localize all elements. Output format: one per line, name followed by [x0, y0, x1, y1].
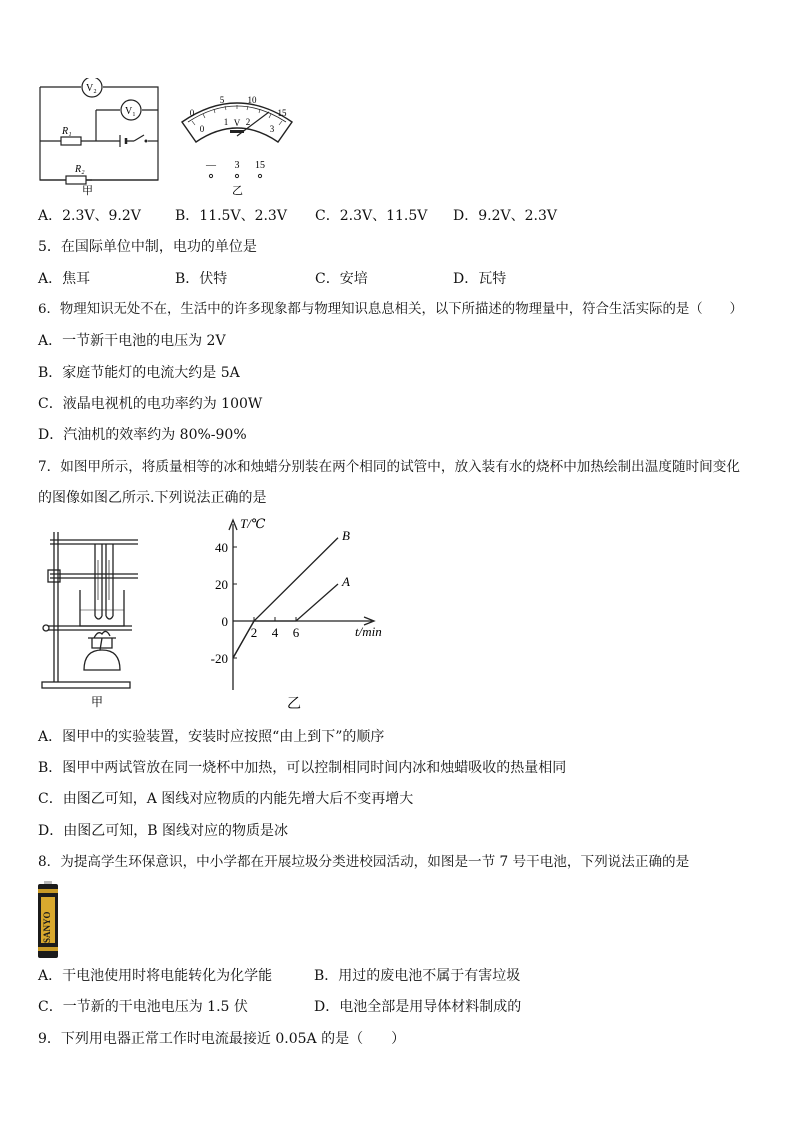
r1-label: R₁ — [62, 126, 72, 137]
question-7-stem: 的图像如图乙所示.下列说法正确的是 — [38, 490, 267, 506]
terminal-label: 3 — [234, 160, 240, 171]
v1-label: V₁ — [125, 106, 136, 117]
caption: 乙 — [287, 697, 301, 710]
dial-tick: 0 — [199, 124, 205, 134]
dial-tick: 0 — [189, 108, 195, 118]
series-label-A: A — [342, 574, 350, 589]
option-d: D．由图乙可知，B 图线对应的物质是冰 — [38, 823, 288, 839]
x-tick-label: 2 — [250, 625, 258, 640]
question-6-stem: 6．物理知识无处不在，生活中的许多现象都与物理知识息息相关，以下所描述的物理量中，符合生活实际的是（ ） — [38, 302, 743, 317]
option-d: D．瓦特 — [453, 271, 507, 287]
x-tick-label: 6 — [292, 625, 300, 640]
fig-caption: 乙 — [232, 185, 243, 197]
r2-label: R₂ — [75, 164, 85, 175]
y-axis-label: T/℃ — [240, 516, 266, 531]
y-tick-label: 0 — [221, 614, 228, 629]
temperature-time-chart — [200, 510, 400, 710]
dial-unit: V — [233, 118, 241, 128]
dial-tick: 3 — [269, 124, 275, 134]
question-5-stem: 5．在国际单位中制，电功的单位是 — [38, 239, 257, 255]
option-c: C．一节新的干电池电压为 1.5 伏 — [38, 999, 248, 1015]
option-c: C．液晶电视机的电功率约为 100W — [38, 396, 263, 412]
y-tick-label: -20 — [210, 651, 228, 666]
dial-tick: 5 — [219, 95, 225, 105]
dial-tick: 15 — [277, 108, 287, 118]
option-c: C．安培 — [315, 271, 368, 287]
dial-tick: 2 — [245, 117, 251, 127]
terminal-label: — — [206, 160, 216, 171]
question-7-stem: 7．如图甲所示，将质量相等的冰和烛蜡分别装在两个相同的试管中，放入装有水的烧杯中加热绘制出温度随时间变化 — [38, 459, 740, 475]
series-label-B: B — [342, 527, 350, 543]
apparatus-figure — [40, 530, 150, 710]
voltmeter-dial-figure — [178, 92, 296, 202]
option-a: A．焦耳 — [38, 271, 91, 287]
option-a: A．2.3V、9.2V — [38, 208, 141, 224]
x-tick-label: 4 — [271, 625, 279, 640]
option-b: B．用过的废电池不属于有害垃圾 — [314, 968, 521, 984]
fig-caption: 甲 — [82, 185, 93, 197]
option-b: B．图甲中两试管放在同一烧杯中加热，可以控制相同时间内冰和烛蜡吸收的热量相同 — [38, 760, 567, 776]
v2-label: V₂ — [86, 83, 97, 94]
option-a: A．一节新干电池的电压为 2V — [38, 333, 226, 349]
option-b: B．11.5V、2.3V — [175, 208, 287, 224]
battery-image — [37, 881, 59, 959]
x-axis-label: t/min — [355, 624, 382, 639]
question-9-stem: 9．下列用电器正常工作时电流最接近 0.05A 的是（ ） — [38, 1031, 406, 1047]
battery-brand: SANYO — [42, 911, 52, 943]
terminal-label: 15 — [255, 160, 265, 171]
fig-caption: 甲 — [91, 695, 104, 709]
option-d: D．电池全部是用导体材料制成的 — [314, 999, 522, 1015]
option-d: D．汽油机的效率约为 80%-90% — [38, 427, 247, 443]
y-tick-label: 20 — [215, 577, 228, 592]
option-a: A．图甲中的实验装置，安装时应按照“由上到下”的顺序 — [38, 729, 385, 745]
option-c: C．由图乙可知，A 图线对应物质的内能先增大后不变再增大 — [38, 791, 414, 807]
option-b: B．家庭节能灯的电流大约是 5A — [38, 365, 240, 381]
option-b: B．伏特 — [175, 271, 228, 287]
question-8-stem: 8．为提高学生环保意识，中小学都在开展垃圾分类进校园活动，如图是一节 7 号干电池，下列说法正确的是 — [38, 854, 690, 870]
dial-tick: 1 — [223, 117, 229, 127]
option-c: C．2.3V、11.5V — [315, 208, 428, 224]
option-a: A．干电池使用时将电能转化为化学能 — [38, 968, 273, 984]
circuit-figure — [36, 78, 166, 198]
dial-tick: 10 — [247, 95, 257, 105]
y-tick-label: 40 — [215, 540, 228, 555]
option-d: D．9.2V、2.3V — [453, 208, 557, 224]
